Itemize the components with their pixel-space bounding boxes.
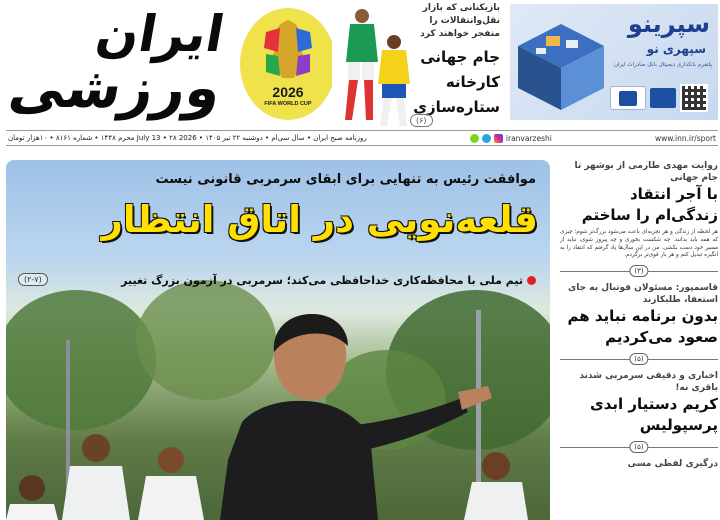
sidebar-story-kicker: روایت مهدی طارمی از بوشهر تا جام جهانی	[574, 161, 718, 183]
sidebar-divider	[560, 352, 718, 366]
sidebar-story-body: هر لحظه از زندگی و هر تجربه‌ای باعث می‌شود بزرگ‌تر شوم؛ چیزی که همه باید بدانند. چه شکست بخوری و چه پیروز شوی، نباید از مسیر خود دست بکشی. من در این سال‌ها یاد گرفتم که انتقاد را به انگیزه تبدیل کنم و هر بار قوی‌تر برگردم.	[560, 229, 718, 259]
sidebar-page-badge: (۵)	[629, 353, 648, 365]
sidebar-page-badge: (۵)	[629, 441, 648, 453]
bank-advertisement[interactable]	[510, 4, 718, 120]
sidebar-page-badge: (۳)	[629, 265, 648, 277]
main-story-subhead-text: تیم ملی با محافظه‌کاری خداحافظی می‌کند؛ سرمربی در آزمون بزرگ تغییر	[121, 274, 523, 287]
sidebar-story-title-line: با آجر انتقاد	[629, 185, 718, 203]
sidebar-story-kicker: درگیری لفظی مسی	[627, 459, 718, 470]
trophy-icon	[258, 18, 318, 84]
office-illustration	[516, 14, 606, 114]
sidebar-story-title	[560, 184, 718, 226]
sidebar-story[interactable]	[560, 282, 718, 348]
bullet-dot-icon	[527, 276, 536, 285]
whatsapp-icon	[470, 134, 479, 143]
sidebar-story[interactable]	[560, 160, 718, 260]
sidebar-story-kicker: اخباری و دقیقی سرمربی شدند باقری نه!	[579, 371, 718, 394]
main-headline: قلعه‌نویی در اتاق انتظار	[101, 198, 538, 241]
info-bar	[6, 130, 718, 146]
promo-title-line: کارخانه	[445, 73, 500, 91]
telegram-icon	[482, 134, 491, 143]
sidebar-divider	[560, 264, 718, 278]
sidebar-story-title	[560, 394, 718, 436]
main-story-subhead	[121, 274, 536, 287]
ad-subtitle: سپهری نو	[646, 42, 706, 56]
bank-emblem-icon	[650, 88, 676, 108]
sidebar-story-title-line: زندگی‌ام را ساختم	[581, 206, 718, 224]
promo-title-line: جام جهانی	[420, 48, 500, 66]
sidebar-story-title	[560, 306, 718, 348]
issue-date-line: روزنامه صبح ایران • سال سی‌ام • دوشنبه ۲۲ تیر ۱۴۰۵ • 2026 July 13 • ۲۸ محرم ۱۴۴۸ • شماره ۸۱۶۱ • ۱۰هزار تومان	[8, 134, 367, 142]
promo-title-line: ستاره‌سازی	[413, 98, 500, 116]
promo-story[interactable]	[404, 2, 500, 125]
world-cup-logo	[240, 8, 336, 120]
masthead-logo	[0, 4, 246, 122]
qr-code-icon[interactable]	[680, 84, 708, 112]
sidebar-story-title-line: پرسپولیس	[639, 416, 718, 435]
world-cup-caption: FIFA WORLD CUP	[264, 101, 312, 107]
main-story-page-badge: (۲-۷)	[18, 273, 48, 286]
website-link[interactable]: www.inn.ir/sport	[654, 133, 716, 143]
sidebar	[560, 160, 718, 470]
main-story-kicker: موافقت رئیس به تنهایی برای ابقای سرمربی قانونی نیست	[155, 172, 536, 187]
promo-page-badge: (۶)	[410, 114, 433, 127]
social-handle-text: iranvarzeshi	[505, 133, 552, 143]
sidebar-story-title-line: بدون برنامه نباید هم	[567, 307, 718, 326]
masthead-line-1: ایران	[91, 5, 229, 63]
world-cup-year: 2026	[272, 84, 304, 100]
sidebar-story-title-line: صعود می‌کردیم	[605, 328, 718, 347]
ad-tagline: پلتفرم بانکداری دیجیتال بانک صادرات ایران	[613, 62, 712, 68]
instagram-icon	[494, 134, 503, 143]
promo-kicker: بازیکنانی که بازار نقل‌وانتقالات را منفجر خواهند کرد	[420, 3, 500, 39]
main-story[interactable]	[6, 160, 550, 520]
sidebar-story-kicker: قاسمپور: مسئولان فوتبال به جای استعفا، طلبکارند	[568, 283, 718, 306]
bank-logo-icon	[610, 86, 646, 110]
sidebar-story[interactable]	[560, 458, 718, 470]
promo-title	[404, 45, 500, 120]
ad-brand: سپرینو	[627, 10, 710, 38]
sidebar-divider	[560, 440, 718, 454]
masthead-line-2: ورزشی	[4, 56, 227, 121]
sidebar-story-title-line: کریم دستیار ابدی	[589, 395, 718, 414]
sidebar-story[interactable]	[560, 370, 718, 436]
social-handle[interactable]	[470, 134, 552, 143]
